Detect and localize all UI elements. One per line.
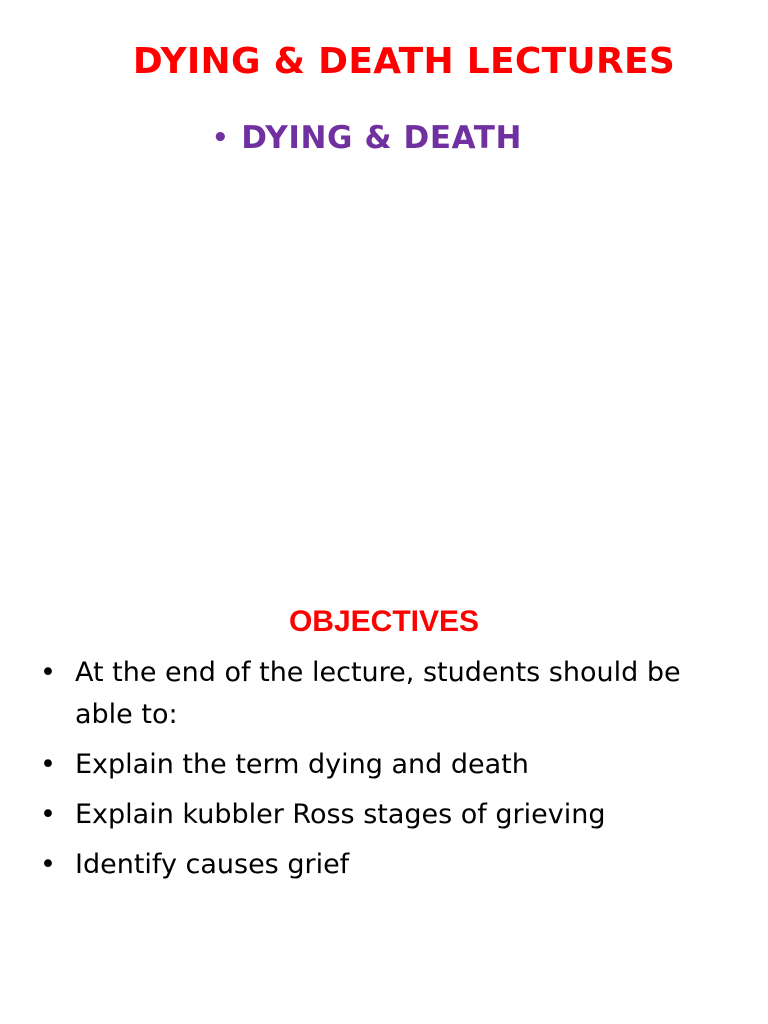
list-item-text: Explain the term dying and death (75, 749, 529, 780)
list-item (40, 844, 730, 886)
bullet-icon: • (40, 799, 56, 830)
bullet-icon: • (40, 657, 56, 688)
list-item (40, 744, 730, 786)
subtitle-bullet-item (212, 118, 522, 158)
objectives-list (40, 652, 730, 894)
list-item-text: Identify causes grief (75, 849, 350, 880)
lecture-title: DYING & DEATH LECTURES (132, 41, 676, 82)
list-item (40, 794, 730, 836)
slide-objectives (0, 576, 768, 1024)
bullet-icon: • (212, 123, 230, 153)
subtitle-text: DYING & DEATH (241, 120, 523, 156)
bullet-icon: • (40, 749, 56, 780)
list-item-text: Explain kubbler Ross stages of grieving (75, 799, 606, 830)
objectives-heading: OBJECTIVES (288, 605, 480, 638)
bullet-icon: • (40, 849, 56, 880)
list-item (40, 652, 730, 736)
list-item-text: At the end of the lecture, students should be able to: (75, 657, 681, 730)
